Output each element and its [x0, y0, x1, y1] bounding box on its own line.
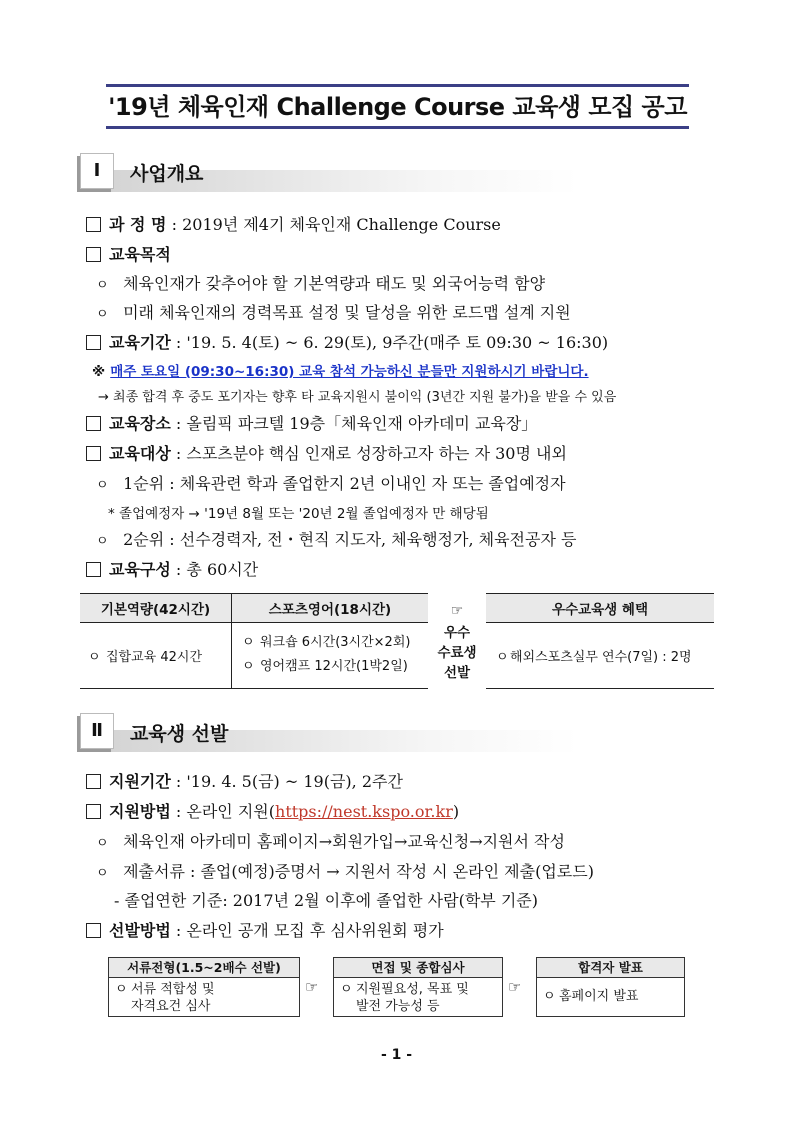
apply-period-line — [86, 770, 403, 794]
checkbox-icon — [86, 446, 101, 461]
apply-url-link[interactable]: https://nest.kspo.or.kr — [275, 802, 453, 821]
table-english-item — [242, 655, 428, 679]
table-header-basic: 기본역량(42시간) — [80, 593, 232, 623]
flow-content — [334, 978, 502, 1018]
apply-step-1 — [96, 830, 565, 856]
purpose-item-2 — [96, 301, 571, 327]
checkbox-icon — [86, 247, 101, 262]
course-value: : 2019년 제4기 체육인재 Challenge Course — [171, 215, 501, 234]
checkbox-icon — [86, 335, 101, 350]
section-1-number: Ⅰ — [80, 153, 114, 189]
target-first-text: 1순위 : 체육관련 학과 졸업한지 2년 이내인 자 또는 졸업예정자 — [123, 474, 566, 493]
target-second-text: 2순위 : 선수경력자, 전・현직 지도자, 체육행정가, 체육전공자 등 — [123, 530, 577, 549]
bullet-circle-icon: ㅇ — [242, 659, 255, 674]
table-english-item — [242, 631, 428, 655]
benefit-text: 해외스포츠실무 연수(7일) : 2명 — [510, 650, 692, 665]
flow-line: 서류 적합성 및 — [131, 982, 215, 997]
target-second — [96, 528, 576, 554]
purpose-line — [86, 243, 171, 267]
section-2-number: Ⅱ — [80, 713, 114, 749]
target-first-note: * 졸업예정자 → '19년 8월 또는 '20년 2월 졸업예정자 만 해당됨 — [108, 506, 489, 522]
english-item-text: 영어캠프 12시간(1박2일) — [260, 659, 408, 674]
flow-header: 서류전형(1.5~2배수 선발) — [109, 958, 299, 978]
select-method-value: : 온라인 공개 모집 후 심사위원회 평가 — [175, 921, 444, 940]
target-line — [86, 442, 567, 466]
title-rule-top — [106, 84, 689, 87]
english-item-text: 워크숍 6시간(3시간×2회) — [260, 635, 411, 650]
notice-mark: ※ — [92, 364, 106, 380]
bullet-circle-icon: ㅇ — [96, 278, 109, 293]
apply-period-label: 지원기간 — [109, 772, 171, 791]
purpose-item-text: 체육인재가 갖추어야 할 기본역량과 태도 및 외국어능력 함양 — [123, 274, 546, 293]
course-label: 과 정 명 — [109, 215, 167, 234]
table-cell-basic-text: 집합교육 42시간 — [106, 650, 203, 665]
apply-method-line — [86, 800, 459, 824]
penalty-note: → 최종 합격 후 중도 포기자는 향후 타 교육지원시 불이익 (3년간 지원 불가)을 받을 수 있음 — [98, 390, 617, 405]
select-method-line — [86, 919, 444, 943]
period-label: 교육기간 — [109, 333, 171, 352]
period-value: : '19. 5. 4(토) ~ 6. 29(토), 9주간(매주 토 09:30 ~ 16:30) — [175, 333, 609, 352]
apply-step-2-note: - 졸업연한 기준: 2017년 2월 이후에 졸업한 사람(학부 기준) — [114, 891, 538, 910]
table-mid-selection — [428, 593, 486, 690]
composition-line — [86, 558, 258, 582]
checkbox-icon — [86, 774, 101, 789]
flow-box-announcement — [536, 957, 685, 1017]
pointing-hand-icon: ☞ — [450, 603, 464, 619]
apply-step-1-text: 체육인재 아카데미 홈페이지→회원가입→교육신청→지원서 작성 — [123, 832, 565, 851]
period-line — [86, 331, 608, 355]
flow-box-interview — [333, 957, 503, 1017]
flow-content — [537, 978, 684, 1008]
checkbox-icon — [86, 416, 101, 431]
purpose-item-1 — [96, 272, 545, 298]
bullet-circle-icon: ㅇ — [340, 982, 353, 997]
place-label: 교육장소 — [109, 414, 171, 433]
purpose-label: 교육목적 — [109, 245, 171, 264]
notice-text: 매주 토요일 (09:30~16:30) 교육 참석 가능하신 분들만 지원하시기 바랍니다. — [110, 364, 589, 380]
bullet-circle-icon: ㅇ — [96, 836, 109, 851]
mid-line: 수료생 — [437, 645, 477, 661]
apply-period-value: : '19. 4. 5(금) ~ 19(금), 2주간 — [175, 772, 403, 791]
section-1-title: 사업개요 — [130, 163, 204, 185]
checkbox-icon — [86, 217, 101, 232]
checkbox-icon — [86, 562, 101, 577]
mid-line: 선발 — [443, 665, 471, 681]
flow-line: 자격요건 심사 — [131, 999, 211, 1014]
table-cell-english — [232, 623, 428, 689]
pointing-hand-icon: ☞ — [508, 978, 522, 996]
title-rule-bottom — [106, 126, 689, 129]
bullet-circle-icon: ㅇ — [496, 650, 509, 665]
flow-header: 면접 및 종합심사 — [334, 958, 502, 978]
checkbox-icon — [86, 923, 101, 938]
flow-header: 합격자 발표 — [537, 958, 684, 978]
flow-line: 홈페이지 발표 — [559, 989, 639, 1004]
apply-method-label: 지원방법 — [109, 802, 171, 821]
bullet-circle-icon: ㅇ — [96, 478, 109, 493]
checkbox-icon — [86, 804, 101, 819]
table-cell-benefit — [486, 623, 714, 689]
bullet-circle-icon: ㅇ — [88, 650, 101, 665]
select-method-label: 선발방법 — [109, 921, 171, 940]
apply-method-suffix: ) — [452, 802, 460, 821]
target-value: : 스포츠분야 핵심 인재로 성장하고자 하는 자 30명 내외 — [175, 444, 567, 463]
apply-step-2 — [96, 860, 594, 886]
bullet-circle-icon: ㅇ — [543, 989, 556, 1004]
flow-content — [109, 978, 299, 1018]
purpose-item-text: 미래 체육인재의 경력목표 설정 및 달성을 위한 로드맵 설계 지원 — [123, 303, 571, 322]
table-header-english: 스포츠영어(18시간) — [232, 593, 428, 623]
notice-line — [92, 360, 589, 380]
pointing-hand-icon: ☞ — [305, 978, 319, 996]
course-line — [86, 213, 501, 237]
bullet-circle-icon: ㅇ — [96, 866, 109, 881]
table-header-benefit: 우수교육생 혜택 — [486, 593, 714, 623]
composition-table — [80, 593, 714, 690]
target-label: 교육대상 — [109, 444, 171, 463]
bullet-circle-icon: ㅇ — [96, 534, 109, 549]
section-2-title: 교육생 선발 — [130, 723, 229, 745]
table-cell-basic — [80, 623, 232, 689]
apply-step-2-text: 제출서류 : 졸업(예정)증명서 → 지원서 작성 시 온라인 제출(업로드) — [123, 862, 594, 881]
flow-line: 발전 가능성 등 — [356, 999, 440, 1014]
bullet-circle-icon: ㅇ — [96, 307, 109, 322]
mid-line: 우수 — [443, 625, 471, 641]
composition-value: : 총 60시간 — [175, 560, 259, 579]
bullet-circle-icon: ㅇ — [115, 982, 128, 997]
page-number: - 1 - — [380, 1047, 413, 1063]
flow-line: 지원필요성, 목표 및 — [356, 982, 469, 997]
place-value: : 올림픽 파크텔 19층「체육인재 아카데미 교육장」 — [175, 414, 538, 433]
bullet-circle-icon: ㅇ — [242, 635, 255, 650]
page-title: '19년 체육인재 Challenge Course 교육생 모집 공고 — [108, 93, 687, 121]
flow-box-document — [108, 957, 300, 1017]
composition-label: 교육구성 — [109, 560, 171, 579]
apply-method-prefix: : 온라인 지원( — [175, 802, 276, 821]
place-line — [86, 412, 537, 436]
target-first — [96, 472, 566, 498]
